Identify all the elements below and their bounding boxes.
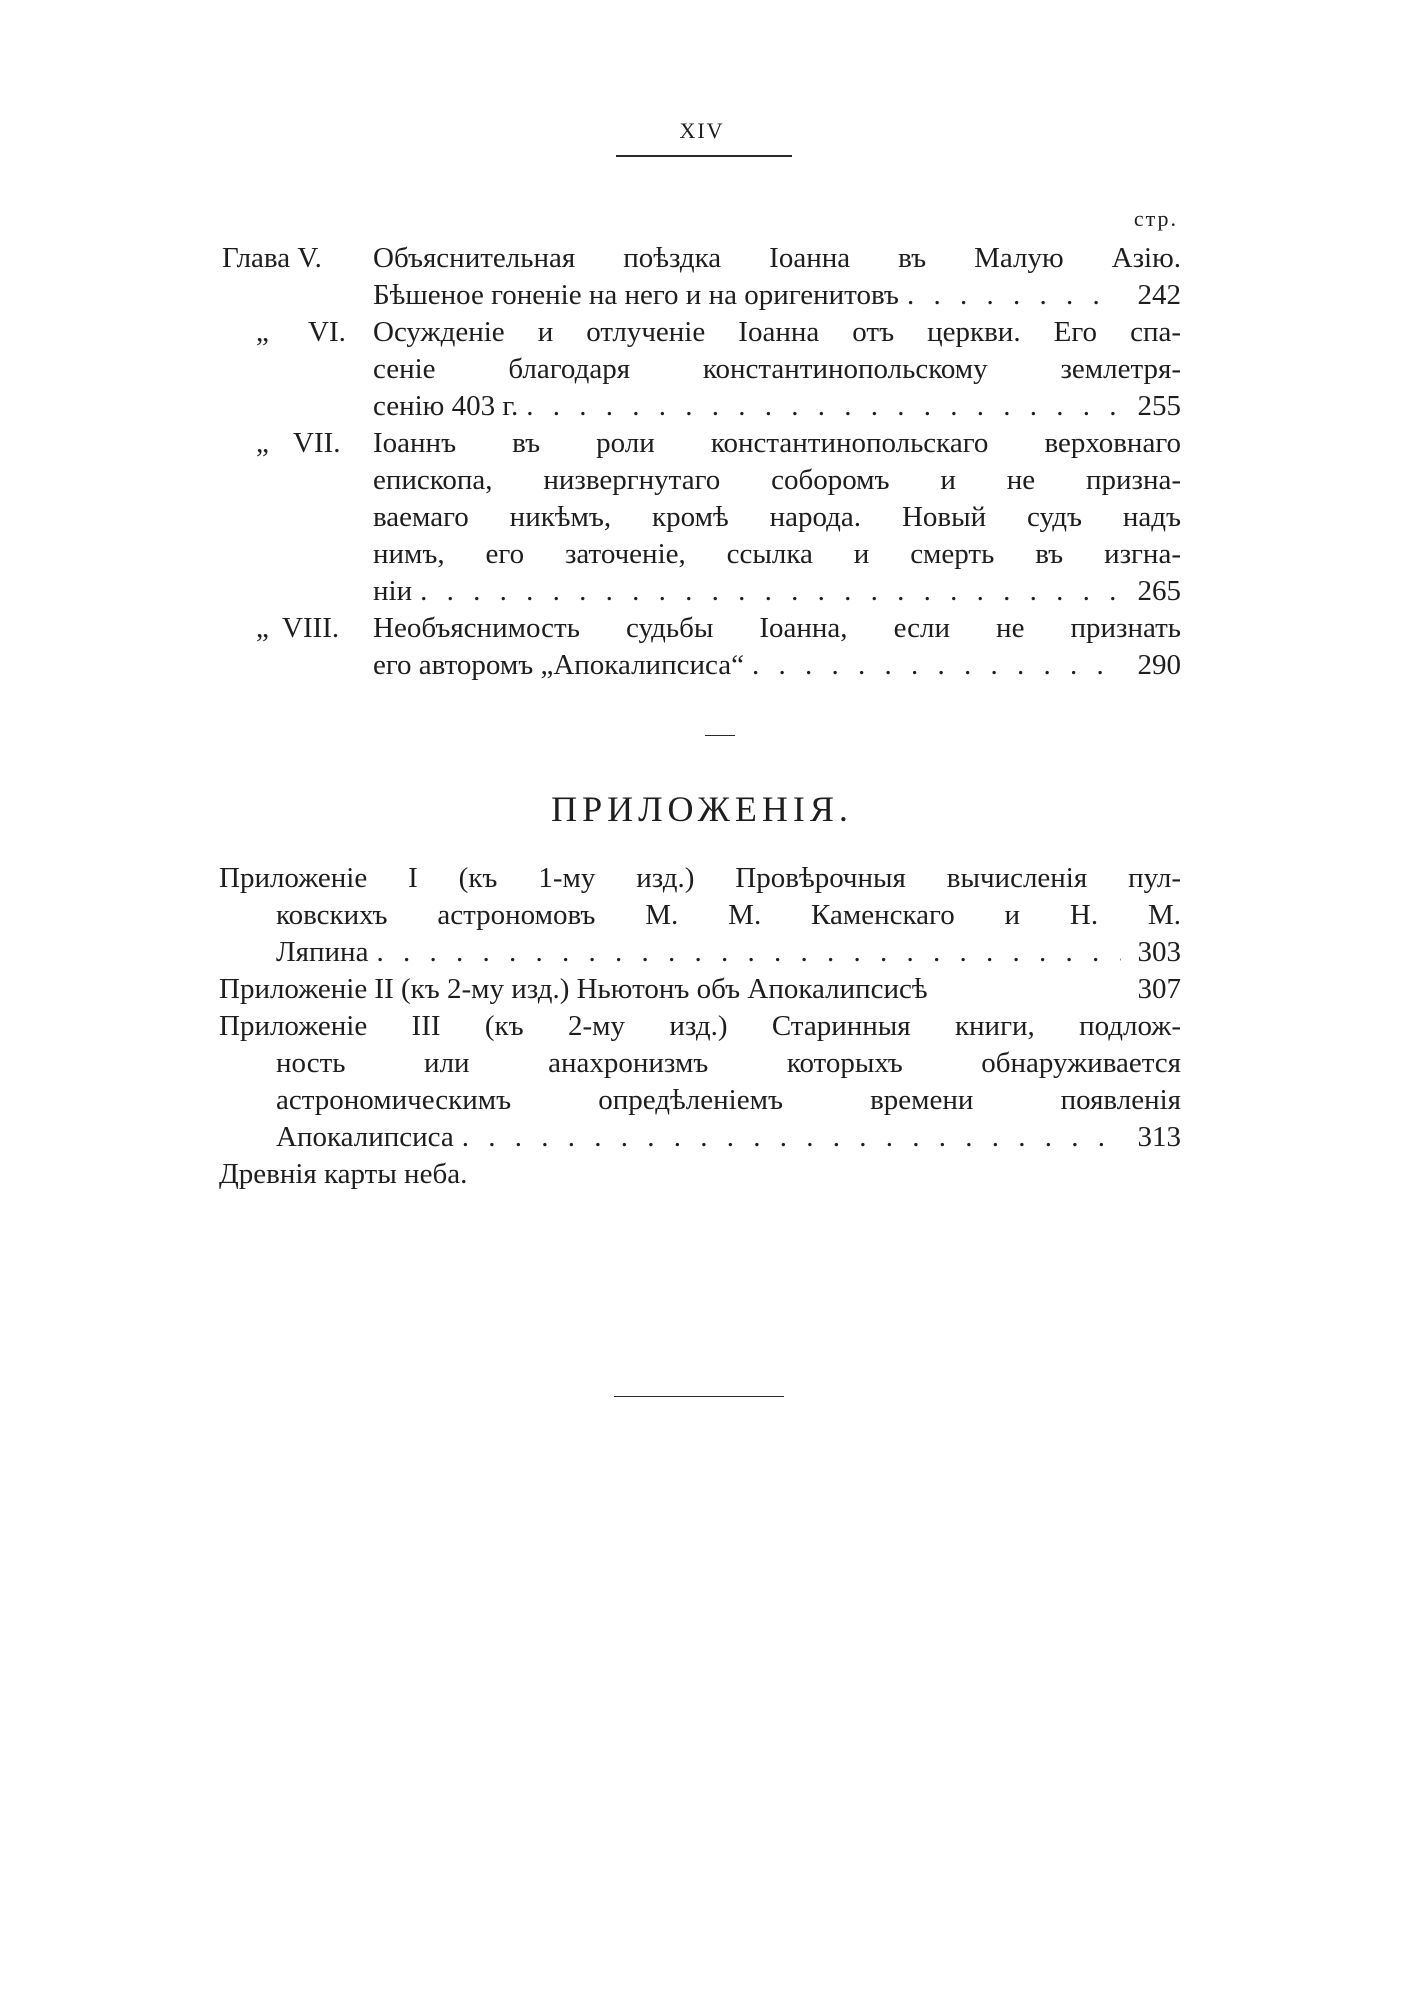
chapter-label: VII. bbox=[293, 427, 341, 459]
page-number: XIV bbox=[679, 118, 725, 143]
entry-line: епископа, низвергнутаго соборомъ и не призна- bbox=[373, 464, 1181, 496]
leader-dots bbox=[907, 277, 1121, 314]
entry-line: Приложеніе III (къ 2-му изд.) Старинныя книги, подлож- bbox=[219, 1010, 1181, 1042]
entry-line: Ляпина . . . 303 bbox=[219, 934, 1181, 971]
ditto-mark: „ bbox=[256, 316, 269, 348]
chapter-label: VI. bbox=[308, 316, 346, 348]
appendix-entry-2 bbox=[219, 971, 1181, 1008]
chapter-text bbox=[373, 425, 1181, 610]
chapter-text bbox=[373, 240, 1181, 314]
entry-line: Іоаннъ въ роли константинопольскаго верховнаго bbox=[373, 427, 1181, 459]
entry-line: нимъ, его заточеніе, ссылка и смерть въ изгна- bbox=[373, 538, 1181, 570]
page-ref: 313 bbox=[1137, 1121, 1181, 1153]
entry-line: ность или анахронизмъ которыхъ обнаруживается bbox=[276, 1047, 1181, 1079]
section-divider bbox=[705, 735, 735, 736]
appendix-entry-1 bbox=[219, 860, 1181, 971]
entry-line: Осужденіе и отлученіе Іоанна отъ церкви. Его спа- bbox=[373, 316, 1181, 348]
entry-line: Апокалипсиса . . . 313 bbox=[219, 1119, 1181, 1156]
leader-dots bbox=[376, 934, 1121, 971]
page-ref: 303 bbox=[1137, 936, 1181, 968]
header-rule bbox=[616, 155, 792, 157]
entry-line: сеніе благодаря константинопольскому землетря- bbox=[373, 353, 1181, 385]
entry-line: Бѣшеное гоненіе на него и на оригенитовъ . . . 242 bbox=[373, 277, 1181, 314]
entry-line: сенію 403 г. . . . 255 bbox=[373, 388, 1181, 425]
entry-line: Необъяснимость судьбы Іоанна, если не признать bbox=[373, 612, 1181, 644]
chapter-label: Глава V. bbox=[222, 242, 322, 274]
entry-line: Древнія карты неба. bbox=[219, 1158, 468, 1190]
leader-dots bbox=[420, 573, 1121, 610]
entry-line: астрономическимъ опредѣленіемъ времени появленія bbox=[276, 1084, 1181, 1116]
entry-line: Приложеніе I (къ 1-му изд.) Провѣрочныя вычисленія пул- bbox=[219, 862, 1181, 894]
appendix-entry-4 bbox=[219, 1156, 1181, 1193]
chapter-text bbox=[373, 314, 1181, 425]
page-ref: 242 bbox=[1137, 279, 1181, 311]
page-ref: 290 bbox=[1137, 649, 1181, 681]
entry-line: ковскихъ астрономовъ М. М. Каменскаго и Н. М. bbox=[276, 899, 1181, 931]
chapter-label: VIII. bbox=[282, 612, 340, 644]
entry-line: его авторомъ „Апокалипсиса“ . . . 290 bbox=[373, 647, 1181, 684]
page-ref: 265 bbox=[1137, 575, 1181, 607]
chapter-text bbox=[373, 610, 1181, 684]
leader-dots bbox=[752, 647, 1121, 684]
entry-line: Приложеніе II (къ 2-му изд.) Ньютонъ объ Апокалипсисѣ 307 bbox=[219, 971, 1181, 1008]
page-column-label: стр. bbox=[1133, 206, 1178, 231]
leader-dots bbox=[526, 388, 1121, 425]
ditto-mark: „ bbox=[256, 612, 269, 644]
entry-line: ніи . . . 265 bbox=[373, 573, 1181, 610]
end-rule bbox=[614, 1396, 784, 1397]
appendix-entry-3 bbox=[219, 1008, 1181, 1156]
leader-dots bbox=[462, 1119, 1121, 1156]
entry-line: Объяснительная поѣздка Іоанна въ Малую Азію. bbox=[373, 242, 1181, 274]
section-title: ПРИЛОЖЕНІЯ. bbox=[551, 789, 853, 829]
page-ref: 255 bbox=[1137, 390, 1181, 422]
ditto-mark: „ bbox=[256, 427, 269, 459]
page-ref: 307 bbox=[1137, 973, 1181, 1005]
entry-line: ваемаго никѣмъ, кромѣ народа. Новый судъ надъ bbox=[373, 501, 1181, 533]
